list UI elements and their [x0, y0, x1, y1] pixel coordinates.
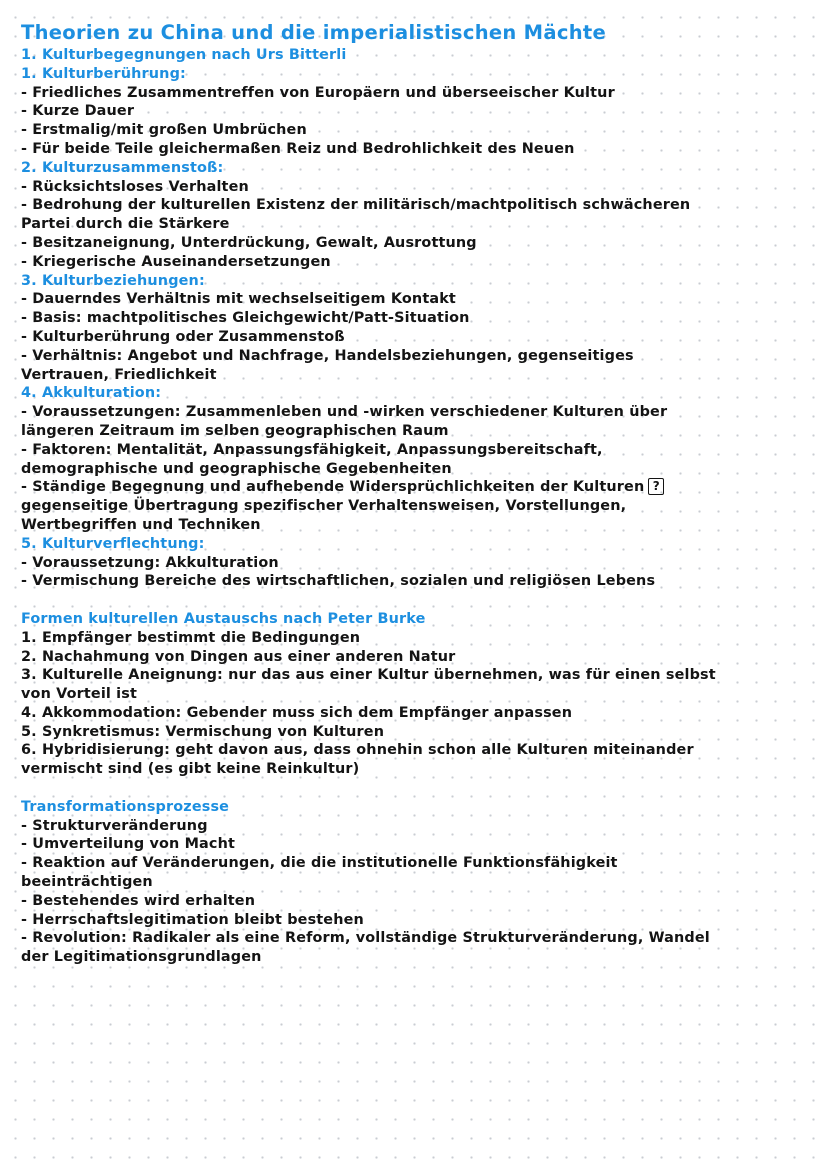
list-item: längeren Zeitraum im selben geographischen Raum [21, 422, 449, 439]
list-item: - Dauerndes Verhältnis mit wechselseitigem Kontakt [21, 291, 456, 308]
list-item: - Bestehendes wird erhalten [21, 892, 256, 909]
list-item: - Friedliches Zusammentreffen von Europäern und überseeischer Kultur [21, 84, 615, 101]
list-item: 4. Akkommodation: Gebender muss sich dem Empfänger anpassen [21, 704, 573, 721]
list-item: von Vorteil ist [21, 686, 137, 703]
spacer [21, 591, 811, 610]
notes-page [21, 20, 811, 967]
list-item: - Umverteilung von Macht [21, 836, 236, 853]
list-item: - Voraussetzungen: Zusammenleben und -wirken verschiedener Kulturen über [21, 404, 668, 421]
subheading-kulturverflechtung: 5. Kulturverflechtung: [21, 535, 205, 552]
list-item: gegenseitige Übertragung spezifischer Verhaltensweisen, Vorstellungen, [21, 498, 627, 515]
section-heading-bitterli: 1. Kulturbegegnungen nach Urs Bitterli [21, 47, 347, 63]
list-item: 2. Nachahmung von Dingen aus einer anderen Natur [21, 648, 456, 665]
list-item-text: - Ständige Begegnung und aufhebende Widersprüchlichkeiten der Kulturen [21, 479, 645, 496]
section-heading-burke: Formen kulturellen Austauschs nach Peter Burke [21, 610, 426, 627]
spacer [21, 779, 811, 798]
list-item: - Besitzaneignung, Unterdrückung, Gewalt, Ausrottung [21, 234, 477, 251]
list-item: 1. Empfänger bestimmt die Bedingungen [21, 629, 361, 646]
question-box-icon: ? [648, 478, 664, 495]
list-item: 5. Synkretismus: Vermischung von Kulturen [21, 723, 385, 740]
list-item: - Kriegerische Auseinandersetzungen [21, 253, 331, 270]
list-item: - Revolution: Radikaler als eine Reform, vollständige Strukturveränderung, Wandel [21, 930, 710, 947]
list-item: beeinträchtigen [21, 874, 153, 891]
list-item: demographische und geographische Gegebenheiten [21, 460, 452, 477]
list-item: 3. Kulturelle Aneignung: nur das aus einer Kultur übernehmen, was für einen selbst [21, 667, 716, 684]
list-item: - Reaktion auf Veränderungen, die die institutionelle Funktionsfähigkeit [21, 855, 618, 872]
subheading-akkulturation: 4. Akkulturation: [21, 385, 162, 402]
list-item: - Kurze Dauer [21, 103, 135, 120]
list-item: - Kulturberührung oder Zusammenstoß [21, 328, 345, 345]
list-item: Vertrauen, Friedlichkeit [21, 366, 217, 383]
list-item: - Für beide Teile gleichermaßen Reiz und Bedrohlichkeit des Neuen [21, 140, 575, 157]
list-item: - Strukturveränderung [21, 817, 208, 834]
list-item: - Verhältnis: Angebot und Nachfrage, Handelsbeziehungen, gegenseitiges [21, 347, 634, 364]
list-item: vermischt sind (es gibt keine Reinkultur) [21, 761, 360, 778]
subheading-kulturbeziehungen: 3. Kulturbeziehungen: [21, 272, 205, 289]
subheading-kulturberuehrung: 1. Kulturberührung: [21, 65, 186, 82]
list-item: - Vermischung Bereiche des wirtschaftlichen, sozialen und religiösen Lebens [21, 573, 656, 590]
list-item: Partei durch die Stärkere [21, 216, 230, 233]
list-item: - Herrschaftslegitimation bleibt bestehen [21, 911, 364, 928]
list-item: Wertbegriffen und Techniken [21, 516, 261, 533]
list-item: - Rücksichtsloses Verhalten [21, 178, 249, 195]
list-item: - Erstmalig/mit großen Umbrüchen [21, 122, 307, 139]
list-item: der Legitimationsgrundlagen [21, 949, 262, 966]
page-title: Theorien zu China und die imperialistischen Mächte [21, 21, 607, 44]
list-item: 6. Hybridisierung: geht davon aus, dass ohnehin schon alle Kulturen miteinander [21, 742, 694, 759]
list-item: - Bedrohung der kulturellen Existenz der militärisch/machtpolitisch schwächeren [21, 197, 691, 214]
list-item-with-box [21, 478, 811, 497]
section-heading-transformation: Transformationsprozesse [21, 798, 230, 815]
list-item: - Voraussetzung: Akkulturation [21, 554, 279, 571]
list-item: - Basis: machtpolitisches Gleichgewicht/Patt-Situation [21, 310, 470, 327]
subheading-kulturzusammenstoss: 2. Kulturzusammenstoß: [21, 159, 224, 176]
list-item: - Faktoren: Mentalität, Anpassungsfähigkeit, Anpassungsbereitschaft, [21, 441, 603, 458]
